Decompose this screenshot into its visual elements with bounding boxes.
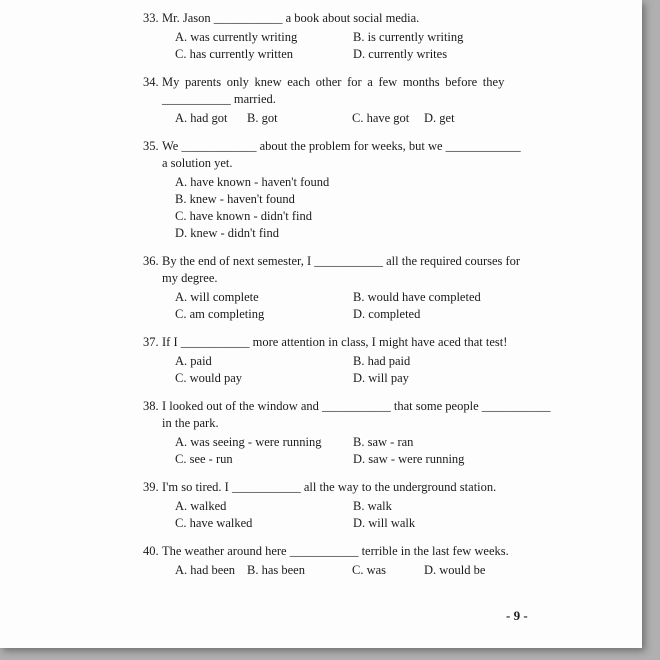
option-d: D. will pay [353,371,409,385]
question-text: The weather around here ___________ terrible in the last few weeks. [162,544,509,558]
option-c: C. am completing [175,307,265,321]
question-number: 35. [143,139,159,153]
question-number: 37. [143,335,159,349]
question-text: I looked out of the window and ___________ that some people ___________ [162,399,551,413]
question-34 [143,74,543,127]
options [175,498,543,532]
option-c: C. have known - didn't find [175,209,312,223]
options [175,434,543,468]
option-c: C. have got [352,111,410,125]
test-content [143,10,551,590]
question-text: Mr. Jason ___________ a book about social media. [162,11,420,25]
option-a: A. have known - haven't found [175,175,330,189]
option-a: A. paid [175,354,212,368]
option-b: B. is currently writing [353,30,464,44]
question-40 [143,543,543,579]
option-d: D. would be [424,563,486,577]
option-d: D. completed [353,307,421,321]
page-number: - 9 - [506,608,528,623]
options [175,353,543,387]
question-text-continued: in the park. [162,416,219,430]
question-text-continued: my degree. [162,271,218,285]
question-text: My parents only knew each other for a few months before they [162,75,505,89]
question-text: I'm so tired. I ___________ all the way to the underground station. [162,480,497,494]
question-37 [143,334,543,387]
option-b: B. would have completed [353,290,481,304]
option-a: A. will complete [175,290,259,304]
options [175,174,543,242]
options [175,289,543,323]
option-b: B. saw - ran [353,435,414,449]
option-a: A. was seeing - were running [175,435,322,449]
option-a: A. had got [175,111,228,125]
option-a: A. had been [175,563,236,577]
option-b: B. has been [247,563,305,577]
option-c: C. was [352,563,387,577]
option-d: D. saw - were running [353,452,465,466]
options [175,110,543,127]
question-35 [143,138,543,242]
options [175,562,543,579]
option-b: B. knew - haven't found [175,192,295,206]
question-text: If I ___________ more attention in class, I might have aced that test! [162,335,508,349]
question-number: 38. [143,399,159,413]
option-b: B. got [247,111,278,125]
question-number: 33. [143,11,159,25]
question-36 [143,253,543,323]
option-d: D. get [424,111,455,125]
option-d: D. currently writes [353,47,448,61]
option-c: C. see - run [175,452,233,466]
option-b: B. walk [353,499,392,513]
question-number: 36. [143,254,159,268]
option-c: C. have walked [175,516,253,530]
option-c: C. would pay [175,371,243,385]
option-b: B. had paid [353,354,411,368]
question-number: 40. [143,544,159,558]
question-39 [143,479,543,532]
question-text-continued: a solution yet. [162,156,233,170]
question-number: 39. [143,480,159,494]
question-text: By the end of next semester, I ___________ all the required courses for [162,254,521,268]
option-d: D. knew - didn't find [175,226,279,240]
option-a: A. walked [175,499,227,513]
option-d: D. will walk [353,516,416,530]
question-38 [143,398,551,468]
options [175,29,543,63]
option-c: C. has currently written [175,47,294,61]
question-number: 34. [143,75,159,89]
question-33 [143,10,543,63]
question-text: We ____________ about the problem for weeks, but we ____________ [162,139,521,153]
option-a: A. was currently writing [175,30,298,44]
question-text-continued: ___________ married. [162,92,276,106]
